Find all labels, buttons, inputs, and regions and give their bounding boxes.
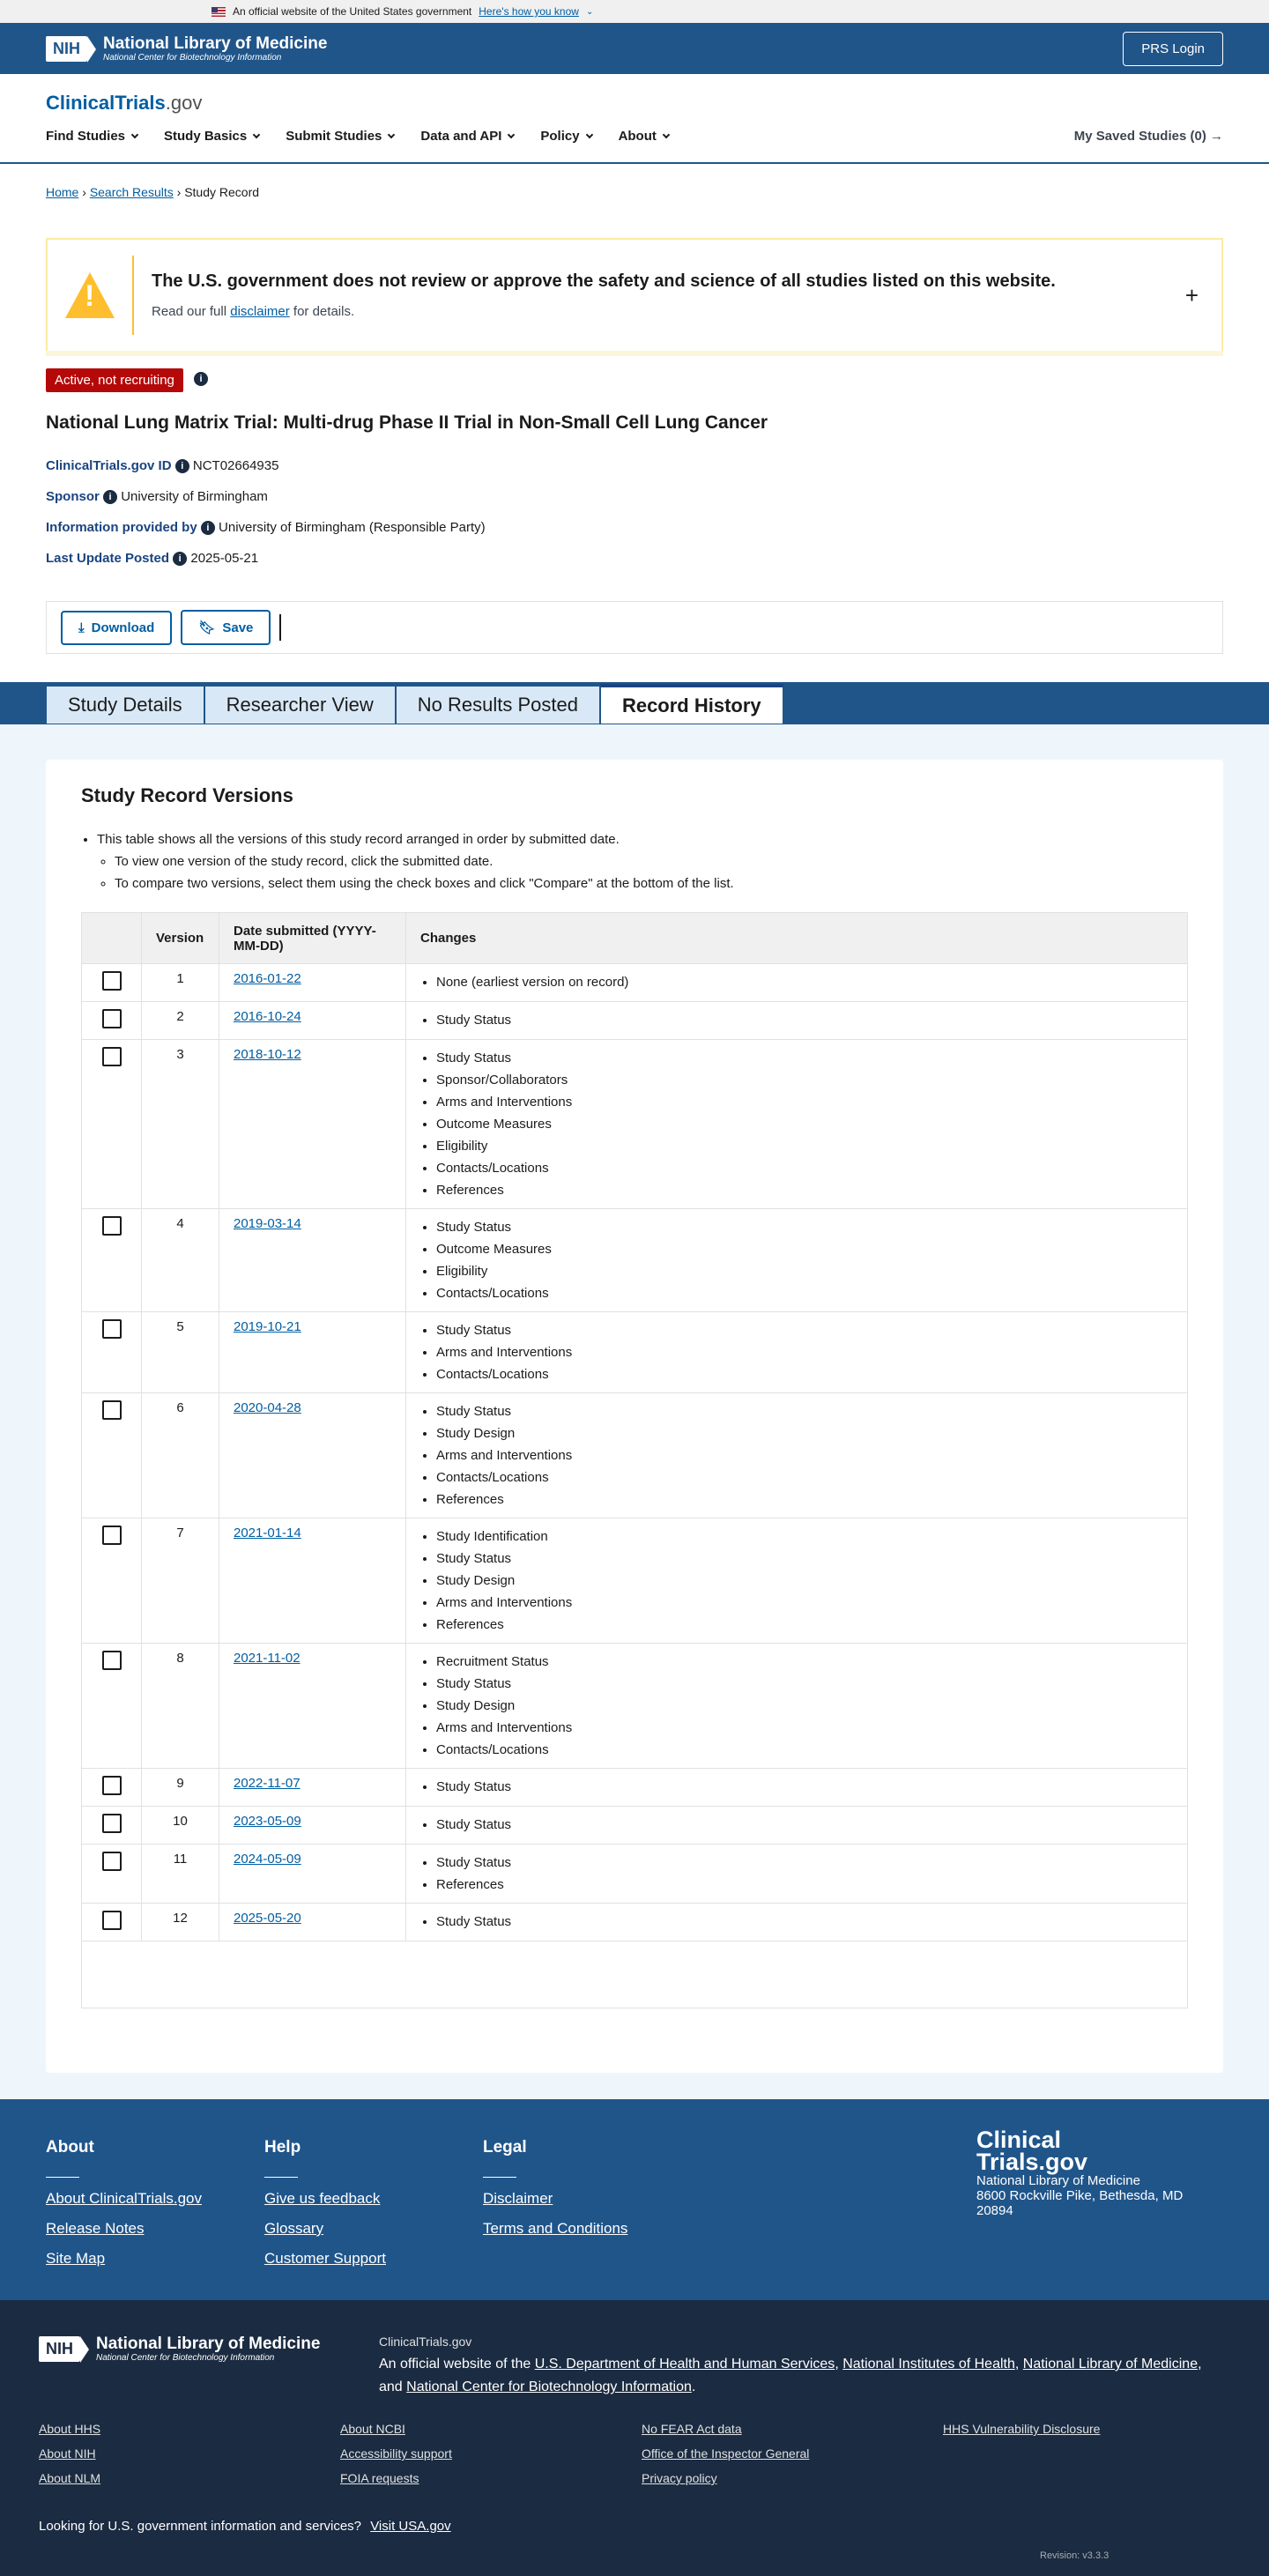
table-row — [82, 1845, 1188, 1904]
info-icon[interactable]: i — [103, 490, 117, 504]
change-item: • Study Status — [436, 1319, 1173, 1341]
info-icon[interactable]: i — [201, 521, 215, 535]
status-badge: Active, not recruiting — [46, 368, 183, 392]
breadcrumb: Home › Search Results › Study Record — [46, 185, 260, 199]
footer-about — [46, 2138, 202, 2280]
table-row — [82, 1393, 1188, 1518]
version-checkbox[interactable] — [102, 1776, 122, 1795]
change-item: • Outcome Measures — [436, 1113, 1173, 1135]
ncbi-subtitle: National Center for Biotechnology Information — [96, 2353, 275, 2363]
fact-value: University of Birmingham — [121, 489, 268, 505]
fact-value: 2025-05-21 — [190, 551, 259, 567]
tab-study-details[interactable]: Study Details — [46, 686, 204, 724]
chevron-down-icon — [508, 131, 515, 138]
nih-header — [0, 23, 1269, 74]
version-date-link[interactable]: 2022-11-07 — [234, 1776, 301, 1791]
saved-label: My Saved Studies (0) — [1073, 129, 1206, 144]
gov-banner — [0, 0, 1269, 23]
nlm-logo[interactable] — [46, 35, 327, 63]
fact-value: NCT02664935 — [192, 458, 279, 473]
change-item: • Study Status — [436, 1814, 1173, 1836]
change-item: • Study Design — [436, 1570, 1173, 1592]
official-pre: An official website of the — [379, 2357, 531, 2372]
versions-title: Study Record Versions — [81, 784, 293, 806]
change-item: • Eligibility — [436, 1135, 1173, 1157]
nav-policy[interactable] — [540, 129, 591, 144]
change-item: • Study Status — [436, 1548, 1173, 1570]
info-icon[interactable]: i — [175, 459, 189, 473]
info-icon[interactable]: i — [173, 552, 187, 566]
version-date-link[interactable]: 2019-10-21 — [234, 1319, 301, 1334]
table-row — [82, 1209, 1188, 1312]
footer-help — [264, 2138, 386, 2280]
version-number: 12 — [142, 1904, 219, 1941]
table-row — [82, 1518, 1188, 1644]
version-checkbox[interactable] — [102, 1526, 122, 1545]
footer-gov-links — [39, 2422, 1244, 2485]
version-checkbox[interactable] — [102, 1911, 122, 1930]
footer-link[interactable]: Customer Support — [264, 2250, 386, 2267]
usa-gov-link[interactable]: Visit USA.gov — [370, 2519, 451, 2534]
version-checkbox[interactable] — [102, 1319, 122, 1339]
site-header — [0, 74, 1269, 164]
breadcrumb-home[interactable]: Home — [46, 185, 79, 199]
nih-link[interactable]: National Institutes of Health — [842, 2357, 1015, 2372]
nav-label: About — [618, 129, 657, 144]
version-number: 2 — [142, 1002, 219, 1040]
footer-address: 20894 — [976, 2203, 1013, 2218]
table-row — [82, 1769, 1188, 1807]
change-item: • Study Status — [436, 1400, 1173, 1422]
site-name: ClinicalTrials.gov — [379, 2335, 472, 2349]
fact-label: Last Update Posted — [46, 551, 170, 567]
versions-note: • This table shows all the versions of this study record arranged in order by submitted date. — [97, 828, 1188, 850]
fact-nct-id — [46, 458, 486, 473]
nav-find-studies[interactable] — [46, 129, 137, 144]
nav-label: Data and API — [420, 129, 502, 144]
fact-value: University of Birmingham (Responsible Party) — [219, 520, 486, 536]
footer-heading: About — [46, 2138, 94, 2157]
ncbi-subtitle: National Center for Biotechnology Information — [103, 52, 282, 63]
chevron-down-icon — [131, 131, 138, 138]
nav-study-basics[interactable] — [164, 129, 259, 144]
change-item: • Contacts/Locations — [436, 1363, 1173, 1385]
change-item: • Contacts/Locations — [436, 1739, 1173, 1761]
change-item: • References — [436, 1614, 1173, 1636]
nav-label: Study Basics — [164, 129, 248, 144]
disclaimer-link[interactable]: disclaimer — [230, 304, 290, 319]
change-item: • Study Status — [436, 1911, 1173, 1933]
nav-label: Policy — [540, 129, 580, 144]
table-row — [82, 1312, 1188, 1393]
breadcrumb-current: Study Record — [184, 185, 260, 199]
usa-question: Looking for U.S. government information and services? — [39, 2519, 362, 2534]
version-date-link[interactable]: 2019-03-14 — [234, 1216, 301, 1231]
col-version: Version — [142, 913, 219, 964]
table-row — [82, 964, 1188, 1002]
change-item: • None (earliest version on record) — [436, 971, 1173, 993]
change-item: • Study Status — [436, 1673, 1173, 1695]
versions-subnote: ◦ To compare two versions, select them using the check boxes and click "Compare" at the bottom of the list. — [115, 872, 1188, 895]
official-and: and — [379, 2379, 403, 2394]
change-item: • References — [436, 1179, 1173, 1201]
arrow-right-icon: → — [1210, 129, 1223, 144]
fact-sponsor — [46, 489, 486, 504]
chevron-down-icon — [663, 131, 670, 138]
footer-address: 8600 Rockville Pike, Bethesda, MD — [976, 2188, 1184, 2203]
footer-link[interactable]: About NIH — [39, 2446, 96, 2461]
footer-link[interactable]: Terms and Conditions — [483, 2220, 628, 2237]
expand-alert-button[interactable]: + — [1184, 282, 1198, 308]
hhs-link[interactable]: U.S. Department of Health and Human Services — [534, 2357, 835, 2372]
study-title: National Lung Matrix Trial: Multi-drug Phase II Trial in Non-Small Cell Lung Cancer — [46, 412, 768, 433]
study-facts — [46, 458, 486, 582]
footer-link[interactable]: About HHS — [39, 2422, 101, 2436]
nih-logo-box: NIH — [46, 36, 87, 62]
version-checkbox[interactable] — [102, 1009, 122, 1028]
nlm-footer-logo[interactable] — [39, 2335, 320, 2363]
footer-link[interactable]: Glossary — [264, 2220, 324, 2237]
nav-submit-studies[interactable] — [286, 129, 394, 144]
nav-label: Submit Studies — [286, 129, 382, 144]
change-item: • Study Design — [436, 1422, 1173, 1444]
chevron-down-icon — [253, 131, 260, 138]
divider — [279, 614, 281, 641]
version-date-link[interactable]: 2016-01-22 — [234, 971, 301, 986]
footer-link[interactable]: No FEAR Act data — [642, 2422, 742, 2436]
change-item: • Study Status — [436, 1776, 1173, 1798]
footer-heading: Help — [264, 2138, 301, 2157]
ct-logo-suffix: .gov — [165, 92, 203, 114]
versions-table — [81, 912, 1188, 2008]
table-footer-row — [82, 1941, 1188, 2008]
version-checkbox[interactable] — [102, 1814, 122, 1833]
tab-researcher-view[interactable]: Researcher View — [204, 686, 396, 724]
change-item: • Study Identification — [436, 1526, 1173, 1548]
download-label: Download — [91, 620, 155, 635]
change-item: • Study Status — [436, 1216, 1173, 1238]
version-checkbox[interactable] — [102, 1047, 122, 1066]
version-date-link[interactable]: 2024-05-09 — [234, 1852, 301, 1867]
version-number: 1 — [142, 964, 219, 1002]
version-date-link[interactable]: 2023-05-09 — [234, 1814, 301, 1829]
version-number: 11 — [142, 1845, 219, 1904]
version-number: 10 — [142, 1807, 219, 1845]
saved-studies-link[interactable] — [1074, 129, 1223, 144]
warning-icon — [65, 272, 115, 318]
table-row — [82, 1002, 1188, 1040]
download-button[interactable] — [61, 611, 172, 645]
footer-link[interactable]: Site Map — [46, 2250, 106, 2267]
table-row — [82, 1807, 1188, 1845]
record-versions-card — [46, 760, 1223, 2073]
fact-label: Information provided by — [46, 520, 197, 536]
prs-login-button[interactable]: PRS Login — [1123, 32, 1223, 66]
version-number: 5 — [142, 1312, 219, 1393]
change-item: • Arms and Interventions — [436, 1717, 1173, 1739]
footer-brand — [976, 2129, 1183, 2218]
version-date-link[interactable]: 2021-11-02 — [234, 1651, 301, 1666]
ct-logo[interactable] — [46, 92, 202, 115]
version-checkbox[interactable] — [102, 1216, 122, 1236]
how-you-know-link[interactable]: Here's how you know — [479, 5, 579, 18]
footer-link[interactable]: HHS Vulnerability Disclosure — [943, 2422, 1101, 2436]
save-button[interactable] — [181, 610, 271, 645]
chevron-down-icon: ⌄ — [585, 6, 594, 17]
official-site-text: ClinicalTrials.gov An official website of the U.S. Department of Health and Human Services, National Institutes of Health, National Library of Medicine, and National Center for Biotechnology Information. — [379, 2330, 1207, 2399]
download-icon: ⤓ — [78, 620, 85, 635]
nav-data-api[interactable] — [420, 129, 514, 144]
version-number: 6 — [142, 1393, 219, 1518]
version-number: 7 — [142, 1518, 219, 1644]
change-item: • Study Status — [436, 1009, 1173, 1031]
footer-top — [0, 2099, 1269, 2300]
nav-label: Find Studies — [46, 129, 125, 144]
change-item: • Study Status — [436, 1047, 1173, 1069]
study-actions — [46, 601, 1223, 654]
change-item: • Recruitment Status — [436, 1651, 1173, 1673]
bookmark-icon: 🔖︎ — [198, 620, 216, 635]
col-changes: Changes — [406, 913, 1188, 964]
footer-link[interactable]: Disclaimer — [483, 2190, 553, 2207]
disclaimer-alert — [46, 238, 1223, 353]
fact-last-update — [46, 551, 486, 566]
alert-post: for details. — [293, 304, 355, 319]
main-nav — [46, 129, 669, 144]
change-item: • References — [436, 1488, 1173, 1511]
nav-about[interactable] — [619, 129, 669, 144]
breadcrumb-search-results[interactable]: Search Results — [89, 185, 174, 199]
version-date-link[interactable]: 2016-10-24 — [234, 1009, 301, 1024]
table-row — [82, 1040, 1188, 1209]
chevron-down-icon — [585, 131, 592, 138]
change-item: • Study Design — [436, 1695, 1173, 1717]
nlm-link[interactable]: National Library of Medicine — [1022, 2357, 1198, 2372]
version-date-link[interactable]: 2018-10-12 — [234, 1047, 301, 1062]
alert-title: The U.S. government does not review or approve the safety and science of all studies listed on this website. — [152, 271, 1056, 291]
version-checkbox[interactable] — [102, 1651, 122, 1670]
change-item: • Arms and Interventions — [436, 1091, 1173, 1113]
table-row — [82, 1644, 1188, 1769]
change-item: • Contacts/Locations — [436, 1157, 1173, 1179]
version-number: 3 — [142, 1040, 219, 1209]
change-item: • Sponsor/Collaborators — [436, 1069, 1173, 1091]
nlm-title: National Library of Medicine — [103, 33, 328, 53]
footer-link[interactable]: About ClinicalTrials.gov — [46, 2190, 202, 2207]
change-item: • Outcome Measures — [436, 1238, 1173, 1260]
change-item: • Eligibility — [436, 1260, 1173, 1282]
version-checkbox[interactable] — [102, 971, 122, 991]
footer-link[interactable]: Office of the Inspector General — [642, 2446, 810, 2461]
change-item: • Contacts/Locations — [436, 1282, 1173, 1304]
save-label: Save — [222, 620, 254, 635]
change-item: • References — [436, 1874, 1173, 1896]
footer-link[interactable]: About NCBI — [340, 2422, 405, 2436]
table-row — [82, 1904, 1188, 1941]
fact-info-provider — [46, 520, 486, 535]
footer-bottom — [0, 2300, 1269, 2576]
col-date: Date submitted (YYYY-MM-DD) — [219, 913, 406, 964]
footer-link[interactable]: Give us feedback — [264, 2190, 381, 2207]
chevron-down-icon — [388, 131, 395, 138]
footer-logo-line2: Trials.gov — [976, 2149, 1088, 2175]
footer-link[interactable]: Accessibility support — [340, 2446, 452, 2461]
footer-link[interactable]: Privacy policy — [642, 2471, 717, 2485]
footer-logo-line1: Clinical — [976, 2127, 1062, 2153]
tab-record-history[interactable]: Record History — [600, 684, 783, 724]
version-checkbox[interactable] — [102, 1852, 122, 1871]
version-number: 8 — [142, 1644, 219, 1769]
alert-pre: Read our full — [152, 304, 227, 319]
version-checkbox[interactable] — [102, 1400, 122, 1420]
ncbi-link[interactable]: National Center for Biotechnology Information — [406, 2379, 692, 2394]
col-select — [82, 913, 142, 964]
us-flag-icon — [212, 7, 226, 17]
usa-gov-line — [39, 2519, 451, 2534]
versions-subnote: ◦ To view one version of the study record, click the submitted date. — [115, 850, 1188, 872]
change-item: • Contacts/Locations — [436, 1466, 1173, 1488]
alert-divider — [46, 351, 1223, 356]
version-date-link[interactable]: 2025-05-20 — [234, 1911, 301, 1926]
footer-link[interactable]: Release Notes — [46, 2220, 145, 2237]
ct-logo-main: ClinicalTrials — [46, 92, 166, 114]
nih-logo-box: NIH — [39, 2336, 80, 2362]
version-date-link[interactable]: 2020-04-28 — [234, 1400, 301, 1415]
version-number: 9 — [142, 1769, 219, 1807]
footer-heading: Legal — [483, 2138, 527, 2157]
change-item: • Arms and Interventions — [436, 1341, 1173, 1363]
version-number: 4 — [142, 1209, 219, 1312]
change-item: • Study Status — [436, 1852, 1173, 1874]
fact-label: ClinicalTrials.gov ID — [46, 458, 172, 473]
version-date-link[interactable]: 2021-01-14 — [234, 1526, 301, 1540]
footer-link[interactable]: About NLM — [39, 2471, 101, 2485]
footer-address: National Library of Medicine — [976, 2173, 1140, 2188]
alert-text — [152, 304, 1056, 319]
change-item: • Arms and Interventions — [436, 1444, 1173, 1466]
change-item: • Arms and Interventions — [436, 1592, 1173, 1614]
info-icon[interactable]: i — [194, 372, 208, 386]
fact-label: Sponsor — [46, 489, 100, 505]
footer-link[interactable]: FOIA requests — [340, 2471, 419, 2485]
footer-legal — [483, 2138, 627, 2250]
study-tabs — [0, 682, 1269, 724]
gov-banner-text: An official website of the United States government — [233, 5, 472, 18]
nlm-title: National Library of Medicine — [96, 2335, 321, 2353]
tab-no-results-posted[interactable]: No Results Posted — [396, 686, 600, 724]
revision: Revision: v3.3.3 — [1040, 2550, 1109, 2561]
